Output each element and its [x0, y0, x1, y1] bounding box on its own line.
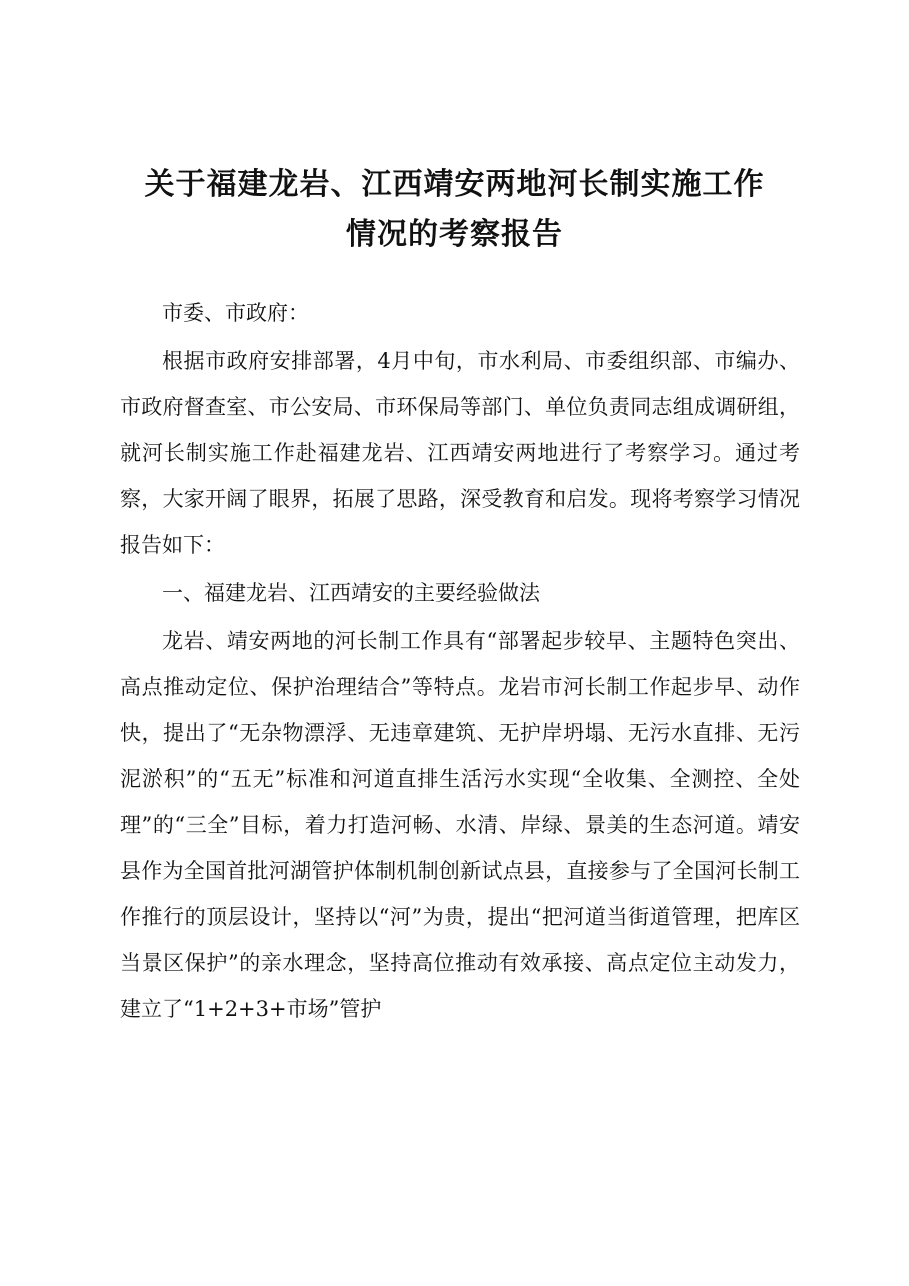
section-heading-1: 一、福建龙岩、江西靖安的主要经验做法	[162, 581, 540, 605]
paragraph-experience: 龙岩、靖安两地的河长制工作具有“部署起步较早、主题特色突出、高点推动定位、保护治理结合”等特点。龙岩市河长制工作起步早、动作快，提出了“无杂物漂浮、无违章建筑、无护岸坍塌、无污水直排、无污泥淤积”的“五无”标准和河道直排生活污水实现“全收集、全测控、全处理”的“三全”目标，着力打造河畅、水清、岸绿、景美的生态河道。靖安县作为全国首批河湖管护体制机制创新试点县，直接参与了全国河长制工作推行的顶层设计，坚持以“河”为贵，提出“把河道当街道管理，把库区当景区保护”的亲水理念，坚持高位推动有效承接、高点定位主动发力，建立了“1+2+3+市场”管护	[120, 629, 800, 1021]
document-title	[100, 160, 809, 260]
title-line-1: 关于福建龙岩、江西靖安两地河长制实施工作	[144, 167, 765, 202]
document-body	[120, 290, 800, 1034]
salutation: 市委、市政府：	[162, 301, 309, 325]
paragraph-intro: 根据市政府安排部署，4月中旬，市水利局、市委组织部、市编办、市政府督查室、市公安局、市环保局等部门、单位负责同志组成调研组，就河长制实施工作赴福建龙岩、江西靖安两地进行了考察学习。通过考察，大家开阔了眼界，拓展了思路，深受教育和启发。现将考察学习情况报告如下：	[120, 349, 800, 557]
title-line-2: 情况的考察报告	[346, 217, 563, 252]
